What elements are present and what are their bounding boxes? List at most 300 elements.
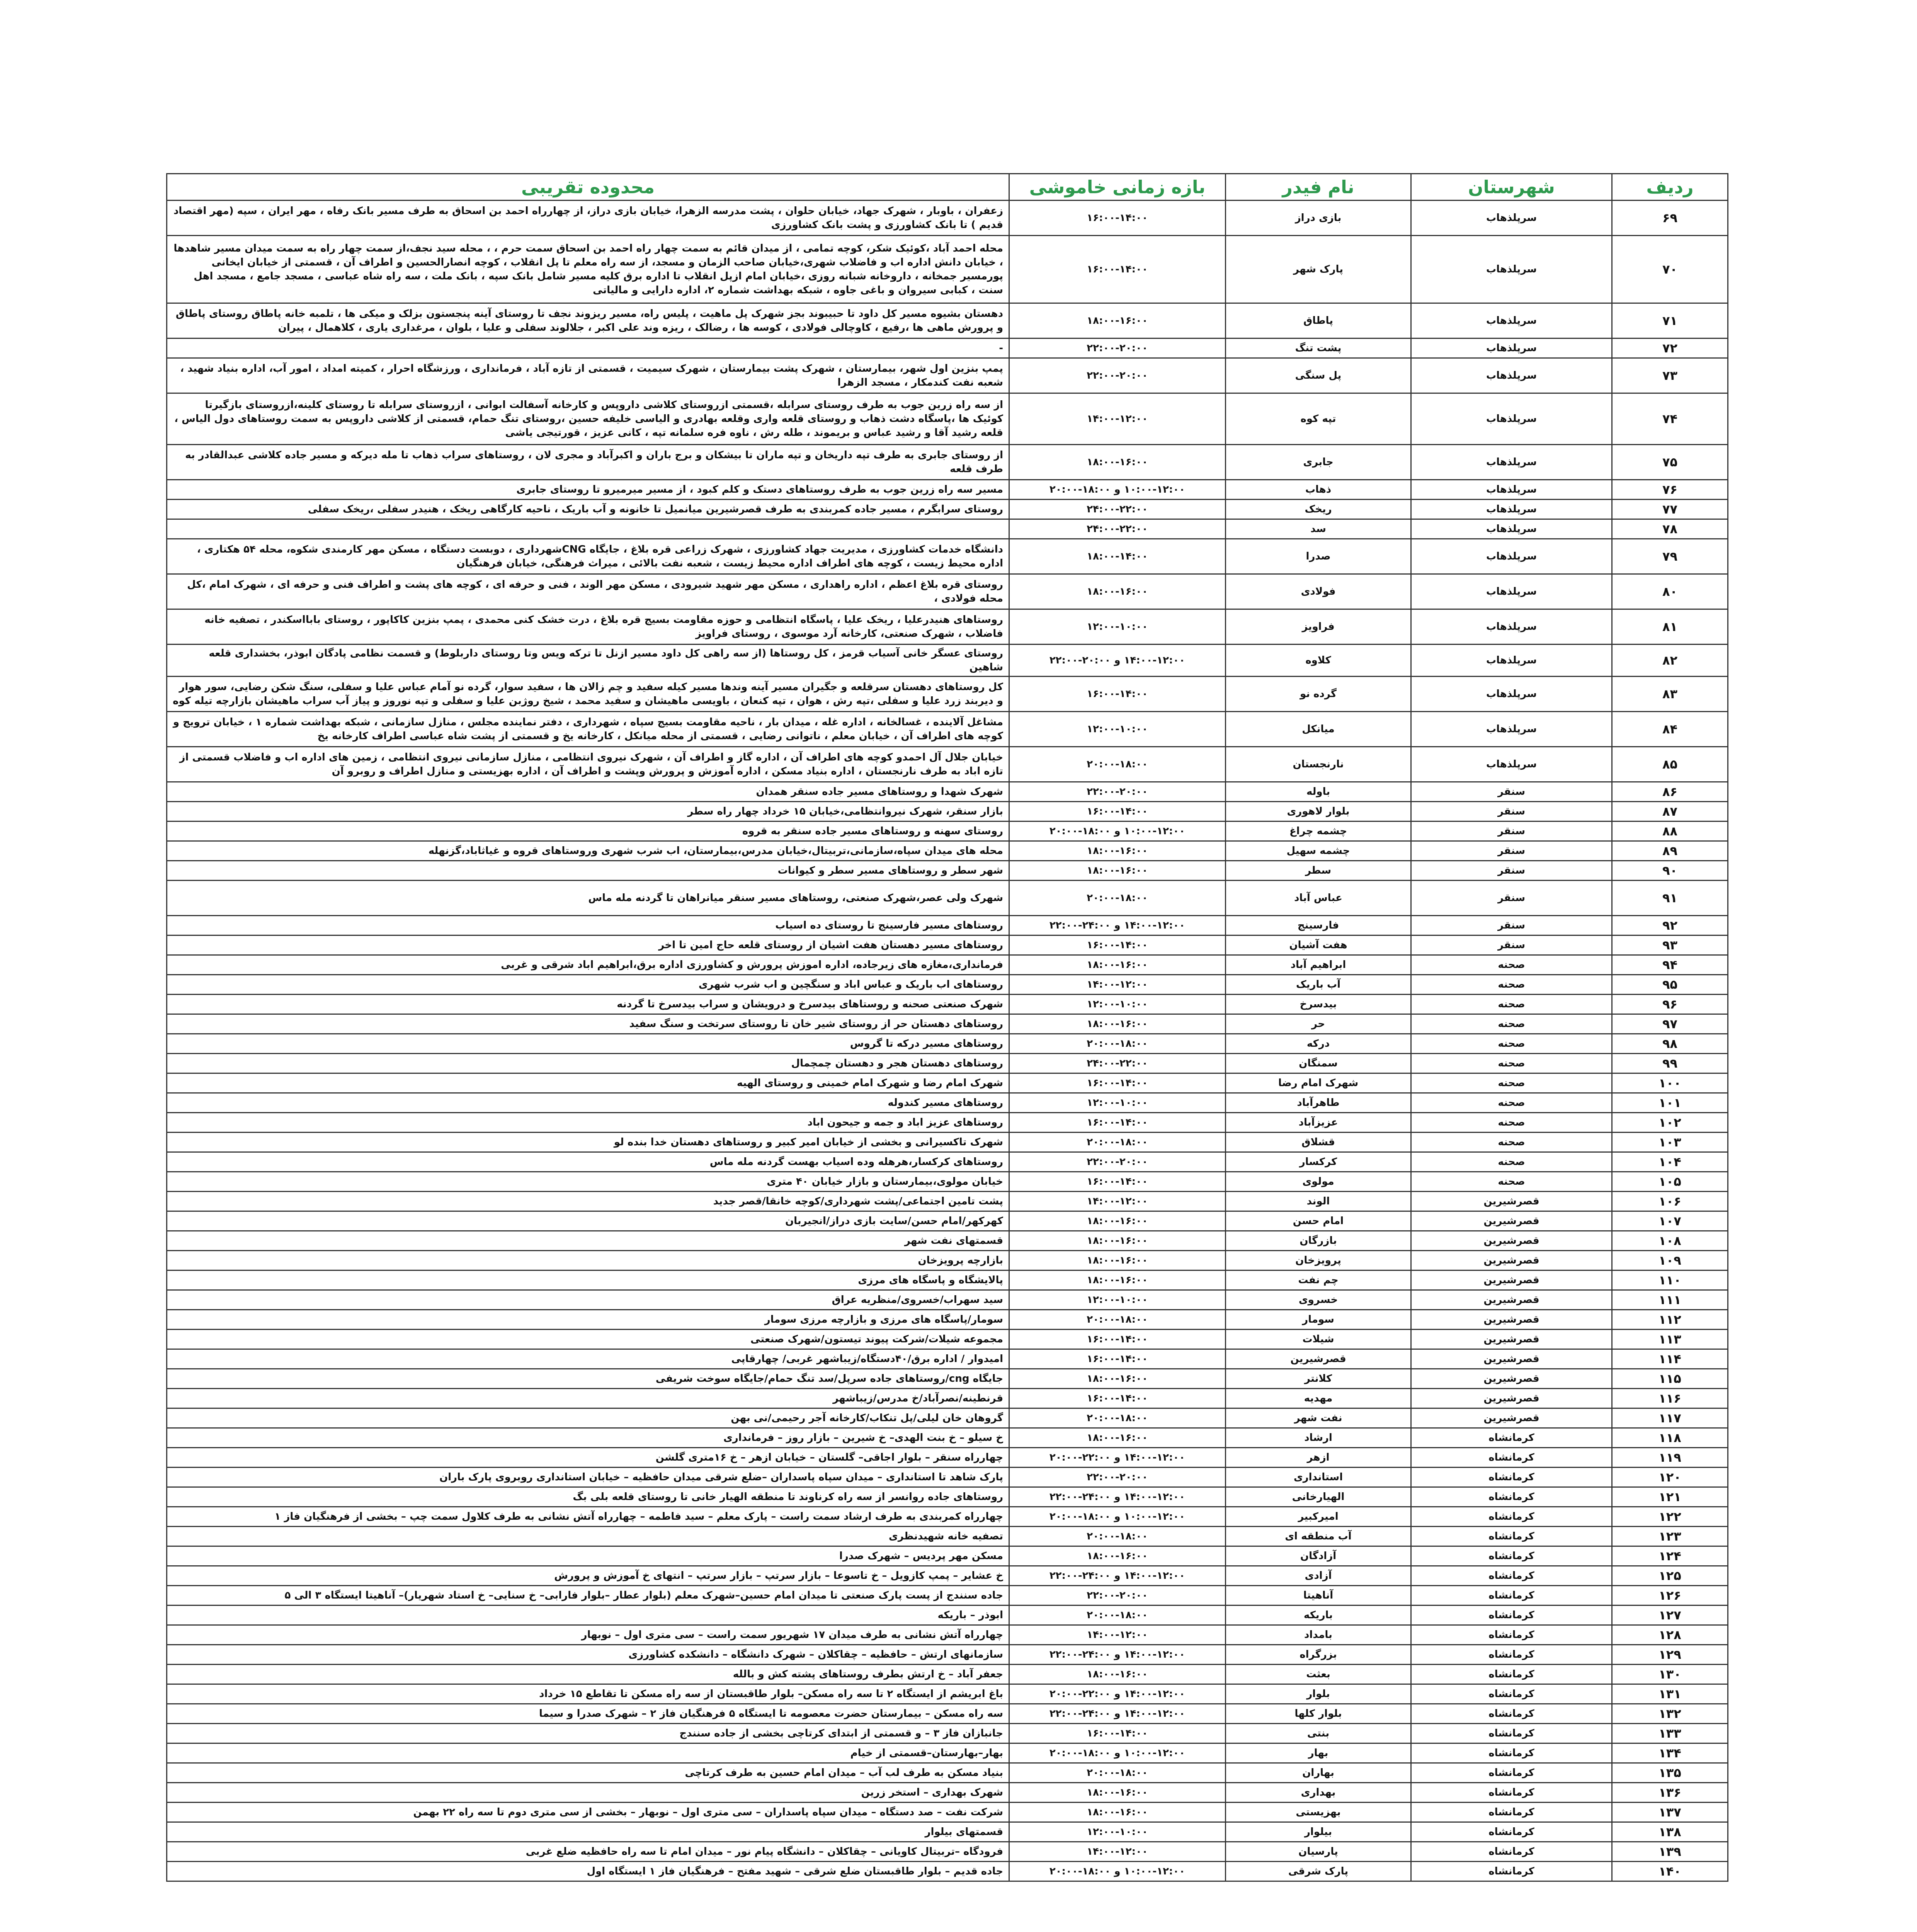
- table-row: [167, 1172, 1728, 1192]
- header-row-number: ردیف: [1612, 174, 1728, 201]
- row-number-cell: ۱۱۸: [1612, 1428, 1728, 1448]
- city-cell: کرمانشاه: [1411, 1487, 1612, 1507]
- city-cell: سرپلذهاب: [1411, 303, 1612, 338]
- row-number-cell: ۱۲۹: [1612, 1645, 1728, 1665]
- outage-time-cell: ۲۲:۰۰-۲۰:۰۰: [1009, 338, 1226, 358]
- feeder-name-cell: کلانتر: [1226, 1369, 1411, 1389]
- area-description-cell: کل روستاهای دهستان سرقلعه و جگیران مسیر آینه وندها مسیر کیله سفید و چم زالان ها ، سفید سوار، گرده نو آمام عباس علیا و سفلی، سنگ شکن رضایی، سور هوار و دیربند زرد علیا و سفلی ،تپه رش ، هوان ، تپه کنعان ، باویسی ماهیشان و سفید محمد ، شیخ روژبن علیا و سفلی و تپه نوروز و پیاز آب سراب ماهیشان بازارچه تیله کوه: [167, 677, 1009, 712]
- row-number-cell: ۱۰۲: [1612, 1113, 1728, 1133]
- city-cell: سنقر: [1411, 821, 1612, 841]
- area-description-cell: روستاهای عزیز اباد و جمه و جیحون اباد: [167, 1113, 1009, 1133]
- table-row: [167, 1803, 1728, 1822]
- row-number-cell: ۱۰۰: [1612, 1073, 1728, 1093]
- header-feeder: نام فیدر: [1226, 174, 1411, 201]
- feeder-name-cell: بعثت: [1226, 1665, 1411, 1684]
- area-description-cell: محله احمد آباد ،کوئیک شکر، کوچه تمامی ، از میدان قائم به سمت چهار راه احمد بن اسحاق سمت حرم ، ، محله سید نجف،از سمت چهار راه به سمت میدان مسیر شاهدها ، خیابان دانش اداره اب و فاضلاب شهری،خیابان صاحب الزمان و مسجد، از سه راه معلم تا پل انقلاب ، کوچه انصارالحسین و اطراف آن ، قسمتی از خیابان ایخانی پورمسیر جمخانه ، داروخانه شبانه روزی ،خیابان امام ازپل انقلاب تا اداره برق کلیه مسیر شامل بانک سپه ، بانک ملت ، سه راه شاه عباسی ، مسجد جامع ، مسجد اهل سنت ، کبابی سیروان و باغی جاوه ، شبکه بهداشت شماره ۲، اداره دارایی و مالیاتی: [167, 236, 1009, 303]
- row-number-cell: ۹۹: [1612, 1054, 1728, 1073]
- outage-time-cell: ۱۰:۰۰-۱۲:۰۰ و ۱۸:۰۰-۲۰:۰۰: [1009, 1507, 1226, 1527]
- city-cell: صحنه: [1411, 995, 1612, 1014]
- outage-time-cell: ۱۶:۰۰-۱۴:۰۰: [1009, 802, 1226, 821]
- table-row: [167, 747, 1728, 782]
- city-cell: کرمانشاه: [1411, 1586, 1612, 1605]
- table-row: [167, 445, 1728, 480]
- outage-time-cell: ۱۴:۰۰-۱۲:۰۰ و ۲۲:۰۰-۲۰:۰۰: [1009, 1684, 1226, 1704]
- feeder-name-cell: بهاران: [1226, 1763, 1411, 1783]
- outage-time-cell: ۱۲:۰۰-۱۰:۰۰: [1009, 1290, 1226, 1310]
- outage-time-cell: ۲۲:۰۰-۲۰:۰۰: [1009, 1586, 1226, 1605]
- feeder-name-cell: آزادی: [1226, 1566, 1411, 1586]
- outage-time-cell: ۱۶:۰۰-۱۴:۰۰: [1009, 201, 1226, 236]
- city-cell: قصرشیرین: [1411, 1369, 1612, 1389]
- area-description-cell: فرمانداری،مغازه های زیرجاده، اداره اموزش پرورش و کشاورزی اداره برق،ابراهیم اباد شرقی و غربی: [167, 955, 1009, 975]
- area-description-cell: سه راه مسکن – بیمارستان حضرت معصومه تا ایستگاه ۵ فرهنگیان فاز ۲ – شهرک صدرا و سیما: [167, 1704, 1009, 1724]
- feeder-name-cell: بیلوار: [1226, 1822, 1411, 1842]
- area-description-cell: چهارراه آتش نشانی به طرف میدان ۱۷ شهریور سمت راست – سی متری اول – نوبهار: [167, 1625, 1009, 1645]
- feeder-name-cell: خسروی: [1226, 1290, 1411, 1310]
- row-number-cell: ۱۰۶: [1612, 1192, 1728, 1211]
- outage-time-cell: ۱۲:۰۰-۱۰:۰۰: [1009, 609, 1226, 645]
- row-number-cell: ۱۰۱: [1612, 1093, 1728, 1113]
- area-description-cell: مجموعه شیلات/شرکت پیوند تیستون/شهرک صنعتی: [167, 1330, 1009, 1349]
- feeder-name-cell: پارسیان: [1226, 1842, 1411, 1862]
- outage-time-cell: ۲۰:۰۰-۱۸:۰۰: [1009, 1763, 1226, 1783]
- table-row: [167, 338, 1728, 358]
- feeder-name-cell: شهرک امام رضا: [1226, 1073, 1411, 1093]
- outage-time-cell: ۱۰:۰۰-۱۲:۰۰ و ۱۸:۰۰-۲۰:۰۰: [1009, 1743, 1226, 1763]
- city-cell: کرمانشاه: [1411, 1783, 1612, 1803]
- table-row: [167, 609, 1728, 645]
- area-description-cell: جاده قدیم – بلوار طاقبستان ضلع شرقی – شهید مفتح – فرهنگیان فاز ۱ ایستگاه اول: [167, 1862, 1009, 1881]
- table-row: [167, 712, 1728, 747]
- outage-time-cell: ۲۰:۰۰-۱۸:۰۰: [1009, 1310, 1226, 1330]
- outage-time-cell: ۱۸:۰۰-۱۶:۰۰: [1009, 1231, 1226, 1251]
- area-description-cell: شهرک ولی عصر،شهرک صنعتی، روستاهای مسیر سنقر میانراهان تا گردنه مله ماس: [167, 881, 1009, 916]
- row-number-cell: ۱۱۶: [1612, 1389, 1728, 1408]
- city-cell: قصرشیرین: [1411, 1231, 1612, 1251]
- outage-time-cell: ۱۶:۰۰-۱۴:۰۰: [1009, 1724, 1226, 1743]
- outage-time-cell: ۱۲:۰۰-۱۰:۰۰: [1009, 1093, 1226, 1113]
- table-row: [167, 393, 1728, 445]
- header-city: شهرستان: [1411, 174, 1612, 201]
- table-row: [167, 821, 1728, 841]
- city-cell: کرمانشاه: [1411, 1448, 1612, 1468]
- table-row: [167, 1330, 1728, 1349]
- outage-time-cell: ۱۲:۰۰-۱۰:۰۰: [1009, 712, 1226, 747]
- row-number-cell: ۷۶: [1612, 480, 1728, 500]
- outage-time-cell: ۱۴:۰۰-۱۲:۰۰: [1009, 1192, 1226, 1211]
- city-cell: کرمانشاه: [1411, 1704, 1612, 1724]
- table-row: [167, 1231, 1728, 1251]
- outage-time-cell: ۱۶:۰۰-۱۴:۰۰: [1009, 1172, 1226, 1192]
- row-number-cell: ۷۴: [1612, 393, 1728, 445]
- area-description-cell: کهرکهر/امام حسن/سایت بازی دراز/انجیربان: [167, 1211, 1009, 1231]
- area-description-cell: روستای سرابگرم ، مسیر جاده کمربندی به طرف قصرشیرین میانمیل تا خانونه و آب باریک ، ناحیه کارگاهی ریخک ، هنیدر سفلی ،ریخک سفلی: [167, 500, 1009, 519]
- outage-time-cell: ۱۸:۰۰-۱۶:۰۰: [1009, 1546, 1226, 1566]
- row-number-cell: ۱۰۳: [1612, 1133, 1728, 1152]
- outage-time-cell: ۲۰:۰۰-۱۸:۰۰: [1009, 1408, 1226, 1428]
- outage-time-cell: ۲۲:۰۰-۲۰:۰۰: [1009, 1468, 1226, 1487]
- table-row: [167, 1389, 1728, 1408]
- city-cell: سرپلذهاب: [1411, 201, 1612, 236]
- table-row: [167, 1665, 1728, 1684]
- table-row: [167, 519, 1728, 539]
- header-area: محدوده تقریبی: [167, 174, 1009, 201]
- city-cell: سرپلذهاب: [1411, 712, 1612, 747]
- table-row: [167, 1310, 1728, 1330]
- city-cell: قصرشیرین: [1411, 1389, 1612, 1408]
- table-row: [167, 1704, 1728, 1724]
- outage-time-cell: ۱۰:۰۰-۱۲:۰۰ و ۱۸:۰۰-۲۰:۰۰: [1009, 821, 1226, 841]
- area-description-cell: روستاهای مسیر کندوله: [167, 1093, 1009, 1113]
- table-row: [167, 1743, 1728, 1763]
- city-cell: سنقر: [1411, 841, 1612, 861]
- outage-time-cell: ۱۴:۰۰-۱۲:۰۰ و ۲۴:۰۰-۲۲:۰۰: [1009, 1704, 1226, 1724]
- area-description-cell: بازار سنقر، شهرک نیروانتظامی،خیابان ۱۵ خرداد چهار راه سطر: [167, 802, 1009, 821]
- area-description-cell: بنیاد مسکن به طرف لب آب – میدان امام حسین به طرف کرتاچی: [167, 1763, 1009, 1783]
- city-cell: کرمانشاه: [1411, 1645, 1612, 1665]
- outage-time-cell: ۱۸:۰۰-۱۶:۰۰: [1009, 955, 1226, 975]
- outage-time-cell: ۱۴:۰۰-۱۲:۰۰ و ۲۴:۰۰-۲۲:۰۰: [1009, 916, 1226, 935]
- area-description-cell: روستای قره بلاغ اعظم ، اداره راهداری ، مسکن مهر شهید شیرودی ، مسکن مهر الوند ، فنی و حرفه ای ، کوچه های پشت و اطراف فنی و حرفه ای ، شهرک امام ،کل محله فولادی ،: [167, 574, 1009, 609]
- feeder-name-cell: بلوار: [1226, 1684, 1411, 1704]
- outage-time-cell: ۱۸:۰۰-۱۶:۰۰: [1009, 574, 1226, 609]
- table-row: [167, 1527, 1728, 1546]
- city-cell: کرمانشاه: [1411, 1527, 1612, 1546]
- row-number-cell: ۱۳۶: [1612, 1783, 1728, 1803]
- row-number-cell: ۱۴۰: [1612, 1862, 1728, 1881]
- feeder-name-cell: بامداد: [1226, 1625, 1411, 1645]
- row-number-cell: ۷۹: [1612, 539, 1728, 574]
- area-description-cell: روستاهای اب باریک و عباس اباد و سنگچین و اب شرب شهری: [167, 975, 1009, 995]
- area-description-cell: باغ ابریشم از ایستگاه ۲ تا سه راه مسکن– بلوار طاقبستان از سه راه مسکن تا تقاطع ۱۵ خرداد: [167, 1684, 1009, 1704]
- city-cell: سرپلذهاب: [1411, 338, 1612, 358]
- feeder-name-cell: هفت آشیان: [1226, 935, 1411, 955]
- outage-time-cell: ۲۴:۰۰-۲۲:۰۰: [1009, 500, 1226, 519]
- city-cell: کرمانشاه: [1411, 1665, 1612, 1684]
- feeder-name-cell: بازرگان: [1226, 1231, 1411, 1251]
- outage-time-cell: ۲۰:۰۰-۱۸:۰۰: [1009, 1527, 1226, 1546]
- row-number-cell: ۶۹: [1612, 201, 1728, 236]
- row-number-cell: ۸۳: [1612, 677, 1728, 712]
- outage-time-cell: ۱۴:۰۰-۱۲:۰۰ و ۲۴:۰۰-۲۲:۰۰: [1009, 1566, 1226, 1586]
- area-description-cell: بهار–بهارستان–قسمتی از خیام: [167, 1743, 1009, 1763]
- feeder-name-cell: بازی دراز: [1226, 201, 1411, 236]
- city-cell: کرمانشاه: [1411, 1546, 1612, 1566]
- area-description-cell: شهر سطر و روستاهای مسیر سطر و کیوانات: [167, 861, 1009, 881]
- feeder-name-cell: باوله: [1226, 782, 1411, 802]
- feeder-name-cell: بهزیستی: [1226, 1803, 1411, 1822]
- feeder-name-cell: آزادگان: [1226, 1546, 1411, 1566]
- table-row: [167, 1014, 1728, 1034]
- area-description-cell: گروهان خان لیلی/پل تنکاب/کارخانه آجر رحیمی/نی بهن: [167, 1408, 1009, 1428]
- feeder-name-cell: چشمه سهیل: [1226, 841, 1411, 861]
- feeder-name-cell: بلوار لاهوری: [1226, 802, 1411, 821]
- city-cell: کرمانشاه: [1411, 1724, 1612, 1743]
- row-number-cell: ۱۰۵: [1612, 1172, 1728, 1192]
- city-cell: قصرشیرین: [1411, 1251, 1612, 1270]
- city-cell: کرمانشاه: [1411, 1507, 1612, 1527]
- outage-time-cell: ۲۰:۰۰-۱۸:۰۰: [1009, 1605, 1226, 1625]
- outage-time-cell: ۲۰:۰۰-۱۸:۰۰: [1009, 1133, 1226, 1152]
- table-row: [167, 358, 1728, 393]
- area-description-cell: روستاهای هنیدرعلیا ، ریخک علیا ، پاسگاه انتظامی و حوزه مقاومت بسیج قره بلاغ ، درت خشک کنی محمدی ، پمپ بنزین کاکاپور ، روستای بابااسکندر ، تصفیه خانه فاضلاب ، شهرک صنعتی، کارخانه آرد موسوی ، روستای فراویز: [167, 609, 1009, 645]
- row-number-cell: ۱۱۴: [1612, 1349, 1728, 1369]
- row-number-cell: ۹۵: [1612, 975, 1728, 995]
- city-cell: سرپلذهاب: [1411, 609, 1612, 645]
- row-number-cell: ۱۱۹: [1612, 1448, 1728, 1468]
- feeder-name-cell: پارک شرقی: [1226, 1862, 1411, 1881]
- feeder-name-cell: گرده نو: [1226, 677, 1411, 712]
- area-description-cell: روستاهای کرکسار،هرهله وده اسیاب بهست گردنه مله ماس: [167, 1152, 1009, 1172]
- row-number-cell: ۱۱۳: [1612, 1330, 1728, 1349]
- table-row: [167, 935, 1728, 955]
- table-row: [167, 645, 1728, 677]
- outage-schedule-sheet: [166, 173, 1727, 1882]
- table-row: [167, 1566, 1728, 1586]
- row-number-cell: ۱۲۷: [1612, 1605, 1728, 1625]
- row-number-cell: ۱۱۰: [1612, 1270, 1728, 1290]
- feeder-name-cell: کرکسار: [1226, 1152, 1411, 1172]
- row-number-cell: ۸۷: [1612, 802, 1728, 821]
- row-number-cell: ۹۷: [1612, 1014, 1728, 1034]
- area-description-cell: [167, 519, 1009, 539]
- feeder-name-cell: بهداری: [1226, 1783, 1411, 1803]
- feeder-name-cell: آناهیتا: [1226, 1586, 1411, 1605]
- table-row: [167, 500, 1728, 519]
- row-number-cell: ۹۰: [1612, 861, 1728, 881]
- feeder-name-cell: امیرکبیر: [1226, 1507, 1411, 1527]
- table-row: [167, 802, 1728, 821]
- area-description-cell: روستاهای جاده روانسر از سه راه کرناوند تا منطقه الهیار خانی تا روستای قلعه بلی بگ: [167, 1487, 1009, 1507]
- outage-time-cell: ۱۴:۰۰-۱۲:۰۰ و ۲۰:۰۰-۲۲:۰۰: [1009, 645, 1226, 677]
- city-cell: کرمانشاه: [1411, 1743, 1612, 1763]
- city-cell: سرپلذهاب: [1411, 393, 1612, 445]
- feeder-name-cell: قصرشیرین: [1226, 1349, 1411, 1369]
- feeder-name-cell: آب منطقه ای: [1226, 1527, 1411, 1546]
- city-cell: سرپلذهاب: [1411, 358, 1612, 393]
- row-number-cell: ۸۶: [1612, 782, 1728, 802]
- table-row: [167, 1468, 1728, 1487]
- row-number-cell: ۱۰۷: [1612, 1211, 1728, 1231]
- city-cell: قصرشیرین: [1411, 1270, 1612, 1290]
- feeder-name-cell: مولوی: [1226, 1172, 1411, 1192]
- city-cell: سرپلذهاب: [1411, 747, 1612, 782]
- table-row: [167, 1586, 1728, 1605]
- area-description-cell: شرکت نفت – صد دستگاه – میدان سپاه پاسداران – سی متری اول – نوبهار – بخشی از سی متری دوم تا سه راه ۲۲ بهمن: [167, 1803, 1009, 1822]
- table-row: [167, 975, 1728, 995]
- row-number-cell: ۸۰: [1612, 574, 1728, 609]
- city-cell: سنقر: [1411, 916, 1612, 935]
- area-description-cell: روستاهای مسیر دهستان هفت اشیان از روستای قلعه حاج امین تا اخر: [167, 935, 1009, 955]
- row-number-cell: ۱۳۹: [1612, 1842, 1728, 1862]
- table-row: [167, 1605, 1728, 1625]
- area-description-cell: از سه راه زرین جوب به طرف روستای سرابله ،قسمتی ازروستای کلاشی داروپس و کارخانه آسفالت ابوانی ، ازروستای سرابله تا روستای کلینه،ازروستای بازگیرتا کوئیک ها ،پاسگاه دشت ذهاب و روستای قلعه واری وقلعه بهادری و الیاسی خلیفه حسین ،روستای تنگ حمام، قسمتی از کلاشی داروپس به سمت روستاهای دول الیاس ، قلعه رشید آقا و رشید عباس و بریموند ، طله رش ، ناوه فره سلمانه تپه ، کانی عزیز ، قورتیجی یاشی: [167, 393, 1009, 445]
- table-row: [167, 574, 1728, 609]
- table-row: [167, 480, 1728, 500]
- table-row: [167, 1724, 1728, 1743]
- outage-time-cell: ۱۴:۰۰-۱۲:۰۰ و ۲۴:۰۰-۲۲:۰۰: [1009, 1645, 1226, 1665]
- feeder-name-cell: استانداری: [1226, 1468, 1411, 1487]
- feeder-name-cell: پشت تنگ: [1226, 338, 1411, 358]
- table-row: [167, 1152, 1728, 1172]
- city-cell: کرمانشاه: [1411, 1822, 1612, 1842]
- area-description-cell: چهارراه کمربندی به طرف ارشاد سمت راست – پارک معلم – سید فاطمه – چهارراه آتش نشانی به طرف کلاول سمت چپ – بخشی از فرهنگیان فاز ۱: [167, 1507, 1009, 1527]
- feeder-name-cell: فولادی: [1226, 574, 1411, 609]
- feeder-name-cell: الوند: [1226, 1192, 1411, 1211]
- outage-time-cell: ۱۲:۰۰-۱۰:۰۰: [1009, 1822, 1226, 1842]
- area-description-cell: روستاهای دهستان هجر و دهستان چمچمال: [167, 1054, 1009, 1073]
- city-cell: سرپلذهاب: [1411, 480, 1612, 500]
- city-cell: صحنه: [1411, 1152, 1612, 1172]
- feeder-name-cell: نارنجستان: [1226, 747, 1411, 782]
- city-cell: سرپلذهاب: [1411, 574, 1612, 609]
- area-description-cell: سازمانهای ارتش – حافظیه – چقاکلان – شهرک دانشگاه – دانشکده کشاورزی: [167, 1645, 1009, 1665]
- feeder-name-cell: بلوار کلها: [1226, 1704, 1411, 1724]
- feeder-name-cell: سمنگان: [1226, 1054, 1411, 1073]
- outage-time-cell: ۱۴:۰۰-۱۲:۰۰: [1009, 393, 1226, 445]
- city-cell: قصرشیرین: [1411, 1408, 1612, 1428]
- outage-time-cell: ۱۸:۰۰-۱۶:۰۰: [1009, 1428, 1226, 1448]
- feeder-name-cell: نفت شهر: [1226, 1408, 1411, 1428]
- feeder-name-cell: ابراهیم آباد: [1226, 955, 1411, 975]
- city-cell: صحنه: [1411, 955, 1612, 975]
- feeder-name-cell: فارسینج: [1226, 916, 1411, 935]
- row-number-cell: ۱۱۵: [1612, 1369, 1728, 1389]
- feeder-name-cell: سومار: [1226, 1310, 1411, 1330]
- table-row: [167, 1625, 1728, 1645]
- area-description-cell: دانشگاه خدمات کشاورزی ، مدیریت جهاد کشاورزی ، شهرک زراعی قره بلاغ ، جایگاه CNGشهرداری ، دوبست دستگاه ، مسکن مهر کارمندی شکوه، محله ۵۴ هکتاری ، اداره محیط زیست ، کوچه های اطراف اداره محیط زیست ، شعبه نفت بالائی ، میراث فرهنگی، خیابان فرهنگیان: [167, 539, 1009, 574]
- area-description-cell: جایگاه cng/روستاهای جاده سرپل/سد تنگ حمام/جایگاه سوخت شریفی: [167, 1369, 1009, 1389]
- city-cell: صحنه: [1411, 1073, 1612, 1093]
- outage-time-cell: ۱۶:۰۰-۱۴:۰۰: [1009, 1349, 1226, 1369]
- outage-time-cell: ۲۴:۰۰-۲۲:۰۰: [1009, 1054, 1226, 1073]
- outage-time-cell: ۲۲:۰۰-۲۰:۰۰: [1009, 1152, 1226, 1172]
- outage-time-cell: ۱۰:۰۰-۱۲:۰۰ و ۱۸:۰۰-۲۰:۰۰: [1009, 1862, 1226, 1881]
- table-row: [167, 539, 1728, 574]
- row-number-cell: ۱۲۳: [1612, 1527, 1728, 1546]
- row-number-cell: ۹۸: [1612, 1034, 1728, 1054]
- table-row: [167, 841, 1728, 861]
- outage-time-cell: ۱۶:۰۰-۱۴:۰۰: [1009, 1113, 1226, 1133]
- outage-time-cell: ۱۸:۰۰-۱۶:۰۰: [1009, 1270, 1226, 1290]
- table-row: [167, 677, 1728, 712]
- outage-time-cell: ۱۸:۰۰-۱۶:۰۰: [1009, 861, 1226, 881]
- feeder-name-cell: مهدیه: [1226, 1389, 1411, 1408]
- row-number-cell: ۱۳۷: [1612, 1803, 1728, 1822]
- area-description-cell: مسکن مهر پردیس – شهرک صدرا: [167, 1546, 1009, 1566]
- city-cell: قصرشیرین: [1411, 1290, 1612, 1310]
- feeder-name-cell: طاهرآباد: [1226, 1093, 1411, 1113]
- area-description-cell: خیابان جلال آل احمدو کوچه های اطراف آن ، اداره گاز و اطراف آن ، شهرک نیروی انتظامی ، منازل سازمانی نیروی انتظامی ، زمین های اداره اب و فاضلاب قسمتی از تازه اباد به طرف نارنجستان ، اداره بنیاد مسکن ، اداره آموزش و پرورش وپشت و اطراف آن ، اداره بهزیستی و منازل اطراف و روبرو آن: [167, 747, 1009, 782]
- row-number-cell: ۱۲۴: [1612, 1546, 1728, 1566]
- table-row: [167, 955, 1728, 975]
- city-cell: صحنه: [1411, 1172, 1612, 1192]
- outage-time-cell: ۱۸:۰۰-۱۶:۰۰: [1009, 1369, 1226, 1389]
- area-description-cell: خیابان مولوی،بیمارستان و بازار خیابان ۴۰ متری: [167, 1172, 1009, 1192]
- outage-time-cell: ۱۸:۰۰-۱۶:۰۰: [1009, 1803, 1226, 1822]
- row-number-cell: ۸۱: [1612, 609, 1728, 645]
- row-number-cell: ۱۳۴: [1612, 1743, 1728, 1763]
- city-cell: سرپلذهاب: [1411, 500, 1612, 519]
- area-description-cell: مسیر سه راه زرین جوب به طرف روستاهای دستک و کلم کبود ، از مسیر میرمیرو تا روستای جابری: [167, 480, 1009, 500]
- outage-time-cell: ۲۴:۰۰-۲۲:۰۰: [1009, 519, 1226, 539]
- outage-time-cell: ۱۶:۰۰-۱۴:۰۰: [1009, 1330, 1226, 1349]
- table-row: [167, 1546, 1728, 1566]
- row-number-cell: ۷۳: [1612, 358, 1728, 393]
- table-row: [167, 1507, 1728, 1527]
- city-cell: قصرشیرین: [1411, 1310, 1612, 1330]
- row-number-cell: ۱۰۴: [1612, 1152, 1728, 1172]
- table-row: [167, 1487, 1728, 1507]
- feeder-name-cell: کلاوه: [1226, 645, 1411, 677]
- area-description-cell: زعفران ، باوبار ، شهرک جهاد، خیابان حلوان ، پشت مدرسه الزهرا، خیابان بازی دراز، از چهارراه احمد بن اسحاق به طرف مسیر بانک رفاه ، مهر ایران ، سپه (مهر اقتصاد قدیم ) تا بانک کشاورزی و پشت بانک کشاورزی: [167, 201, 1009, 236]
- area-description-cell: -: [167, 338, 1009, 358]
- outage-time-cell: ۱۸:۰۰-۱۶:۰۰: [1009, 1783, 1226, 1803]
- city-cell: کرمانشاه: [1411, 1684, 1612, 1704]
- area-description-cell: پالایشگاه و پاسگاه های مرزی: [167, 1270, 1009, 1290]
- city-cell: صحنه: [1411, 975, 1612, 995]
- city-cell: صحنه: [1411, 1014, 1612, 1034]
- city-cell: کرمانشاه: [1411, 1566, 1612, 1586]
- city-cell: کرمانشاه: [1411, 1842, 1612, 1862]
- feeder-name-cell: قشلاق: [1226, 1133, 1411, 1152]
- table-row: [167, 1763, 1728, 1783]
- row-number-cell: ۱۲۱: [1612, 1487, 1728, 1507]
- feeder-name-cell: میانکل: [1226, 712, 1411, 747]
- row-number-cell: ۷۱: [1612, 303, 1728, 338]
- city-cell: قصرشیرین: [1411, 1211, 1612, 1231]
- row-number-cell: ۷۷: [1612, 500, 1728, 519]
- city-cell: صحنه: [1411, 1054, 1612, 1073]
- row-number-cell: ۹۲: [1612, 916, 1728, 935]
- row-number-cell: ۱۳۱: [1612, 1684, 1728, 1704]
- outage-time-cell: ۱۸:۰۰-۱۶:۰۰: [1009, 1211, 1226, 1231]
- row-number-cell: ۱۲۶: [1612, 1586, 1728, 1605]
- feeder-name-cell: ارشاد: [1226, 1428, 1411, 1448]
- row-number-cell: ۷۵: [1612, 445, 1728, 480]
- outage-time-cell: ۱۶:۰۰-۱۴:۰۰: [1009, 935, 1226, 955]
- feeder-name-cell: عباس آباد: [1226, 881, 1411, 916]
- table-row: [167, 1211, 1728, 1231]
- row-number-cell: ۸۵: [1612, 747, 1728, 782]
- outage-time-cell: ۱۸:۰۰-۱۶:۰۰: [1009, 1014, 1226, 1034]
- city-cell: کرمانشاه: [1411, 1605, 1612, 1625]
- feeder-name-cell: بهار: [1226, 1743, 1411, 1763]
- feeder-name-cell: چشمه چراغ: [1226, 821, 1411, 841]
- row-number-cell: ۹۳: [1612, 935, 1728, 955]
- row-number-cell: ۱۲۸: [1612, 1625, 1728, 1645]
- feeder-name-cell: بزرگراه: [1226, 1645, 1411, 1665]
- area-description-cell: سید سهراب/خسروی/منظریه عراق: [167, 1290, 1009, 1310]
- feeder-name-cell: باریکه: [1226, 1605, 1411, 1625]
- city-cell: صحنه: [1411, 1034, 1612, 1054]
- row-number-cell: ۸۹: [1612, 841, 1728, 861]
- area-description-cell: شهرک شهدا و روستاهای مسیر جاده سنقر همدان: [167, 782, 1009, 802]
- table-row: [167, 1862, 1728, 1881]
- city-cell: قصرشیرین: [1411, 1349, 1612, 1369]
- row-number-cell: ۱۱۷: [1612, 1408, 1728, 1428]
- outage-time-cell: ۱۴:۰۰-۱۲:۰۰: [1009, 1842, 1226, 1862]
- outage-time-cell: ۱۶:۰۰-۱۴:۰۰: [1009, 677, 1226, 712]
- table-row: [167, 995, 1728, 1014]
- row-number-cell: ۱۲۲: [1612, 1507, 1728, 1527]
- table-row: [167, 1684, 1728, 1704]
- table-row: [167, 1428, 1728, 1448]
- area-description-cell: جانبازان فاز ۳ – و قسمتی از ابتدای کرتاچی بخشی از جاده سنندج: [167, 1724, 1009, 1743]
- outage-time-cell: ۲۰:۰۰-۱۸:۰۰: [1009, 1034, 1226, 1054]
- table-row: [167, 1290, 1728, 1310]
- row-number-cell: ۸۲: [1612, 645, 1728, 677]
